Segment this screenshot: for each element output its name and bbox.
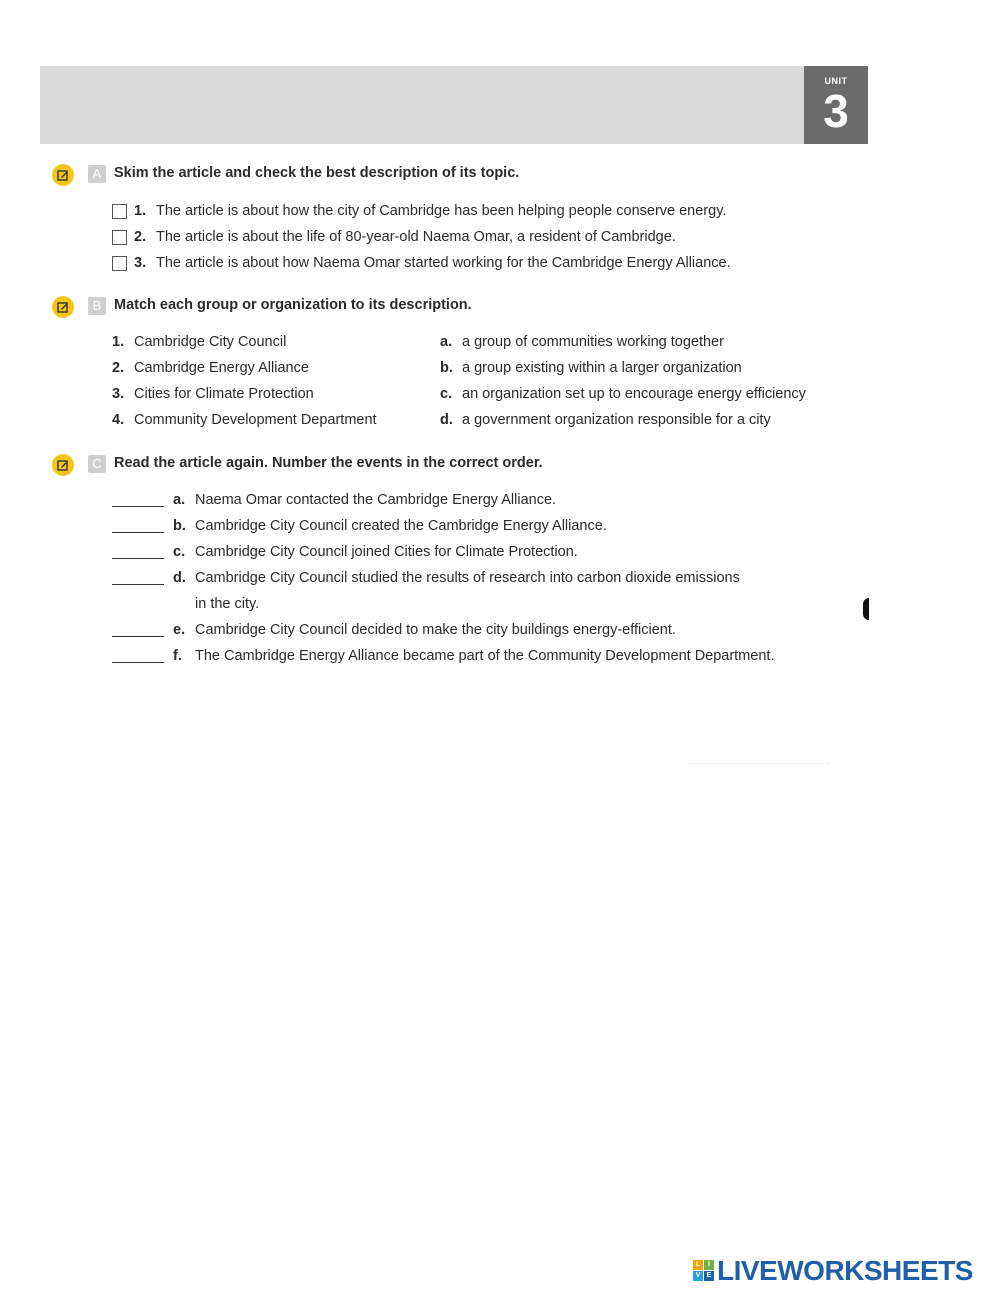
pencil-icon [52, 454, 74, 476]
order-answer-blank[interactable] [112, 662, 164, 663]
option-2-text: The article is about the life of 80-year-old Naema Omar, a resident of Cambridge. [156, 229, 676, 245]
event-letter: b. [173, 518, 186, 534]
option-3-checkbox[interactable] [112, 256, 127, 271]
event-letter: c. [173, 544, 186, 560]
liveworksheets-logo-icon [693, 1260, 715, 1282]
event-text: Naema Omar contacted the Cambridge Energy Alliance. [195, 492, 557, 508]
unit-label: UNIT [824, 76, 848, 86]
description-letter: b. [440, 360, 453, 376]
event-text: Cambridge City Council created the Cambridge Energy Alliance. [195, 518, 607, 534]
section-a-instruction: Skim the article and check the best description of its topic. [114, 165, 520, 181]
event-letter: e. [173, 622, 186, 638]
option-3-text: The article is about how Naema Omar started working for the Cambridge Energy Alliance. [156, 255, 731, 271]
event-text: The Cambridge Energy Alliance became part of the Community Development Department. [195, 648, 775, 664]
divider [688, 763, 830, 764]
section-a-letter: A [88, 165, 106, 183]
event-letter: d. [173, 570, 186, 586]
event-text: Cambridge City Council joined Cities for Climate Protection. [195, 544, 578, 560]
group-text: Cambridge Energy Alliance [134, 360, 309, 376]
event-text: Cambridge City Council studied the results of research into carbon dioxide emissions [195, 570, 740, 586]
option-3-number: 3. [134, 255, 147, 271]
description-text: a group existing within a larger organization [462, 360, 742, 376]
order-answer-blank[interactable] [112, 506, 164, 507]
group-number: 2. [112, 360, 125, 376]
group-number: 1. [112, 334, 125, 350]
order-answer-blank[interactable] [112, 636, 164, 637]
section-b-instruction: Match each group or organization to its description. [114, 297, 472, 313]
group-text: Cambridge City Council [134, 334, 287, 350]
option-1-checkbox[interactable] [112, 204, 127, 219]
description-text: a government organization responsible for a city [462, 412, 771, 428]
header-band [40, 66, 804, 144]
group-number: 3. [112, 386, 125, 402]
description-letter: d. [440, 412, 453, 428]
order-answer-blank[interactable] [112, 532, 164, 533]
page-edge-mark [863, 598, 869, 620]
option-1-text: The article is about how the city of Cambridge has been helping people conserve energy. [156, 203, 727, 219]
event-text: Cambridge City Council decided to make the city buildings energy-efficient. [195, 622, 676, 638]
event-letter: a. [173, 492, 186, 508]
option-2-number: 2. [134, 229, 147, 245]
logo-tile: V [693, 1271, 703, 1281]
option-1-number: 1. [134, 203, 147, 219]
section-c-letter: C [88, 455, 106, 473]
event-letter: f. [173, 648, 182, 664]
logo-tile: L [693, 1260, 703, 1270]
section-b-letter: B [88, 297, 106, 315]
logo-tile: I [704, 1260, 714, 1270]
unit-number: 3 [823, 85, 849, 137]
description-text: a group of communities working together [462, 334, 724, 350]
option-2-checkbox[interactable] [112, 230, 127, 245]
group-text: Cities for Climate Protection [134, 386, 314, 402]
pencil-icon [52, 296, 74, 318]
event-text-continued: in the city. [195, 596, 260, 612]
logo-tile: E [704, 1271, 714, 1281]
description-letter: c. [440, 386, 453, 402]
order-answer-blank[interactable] [112, 584, 164, 585]
group-text: Community Development Department [134, 412, 377, 428]
section-c-instruction: Read the article again. Number the events in the correct order. [114, 455, 543, 471]
order-answer-blank[interactable] [112, 558, 164, 559]
pencil-icon [52, 164, 74, 186]
group-number: 4. [112, 412, 125, 428]
description-text: an organization set up to encourage energy efficiency [462, 386, 806, 402]
description-letter: a. [440, 334, 453, 350]
unit-badge [804, 66, 868, 144]
brand-name: LIVEWORKSHEETS [717, 1255, 973, 1286]
